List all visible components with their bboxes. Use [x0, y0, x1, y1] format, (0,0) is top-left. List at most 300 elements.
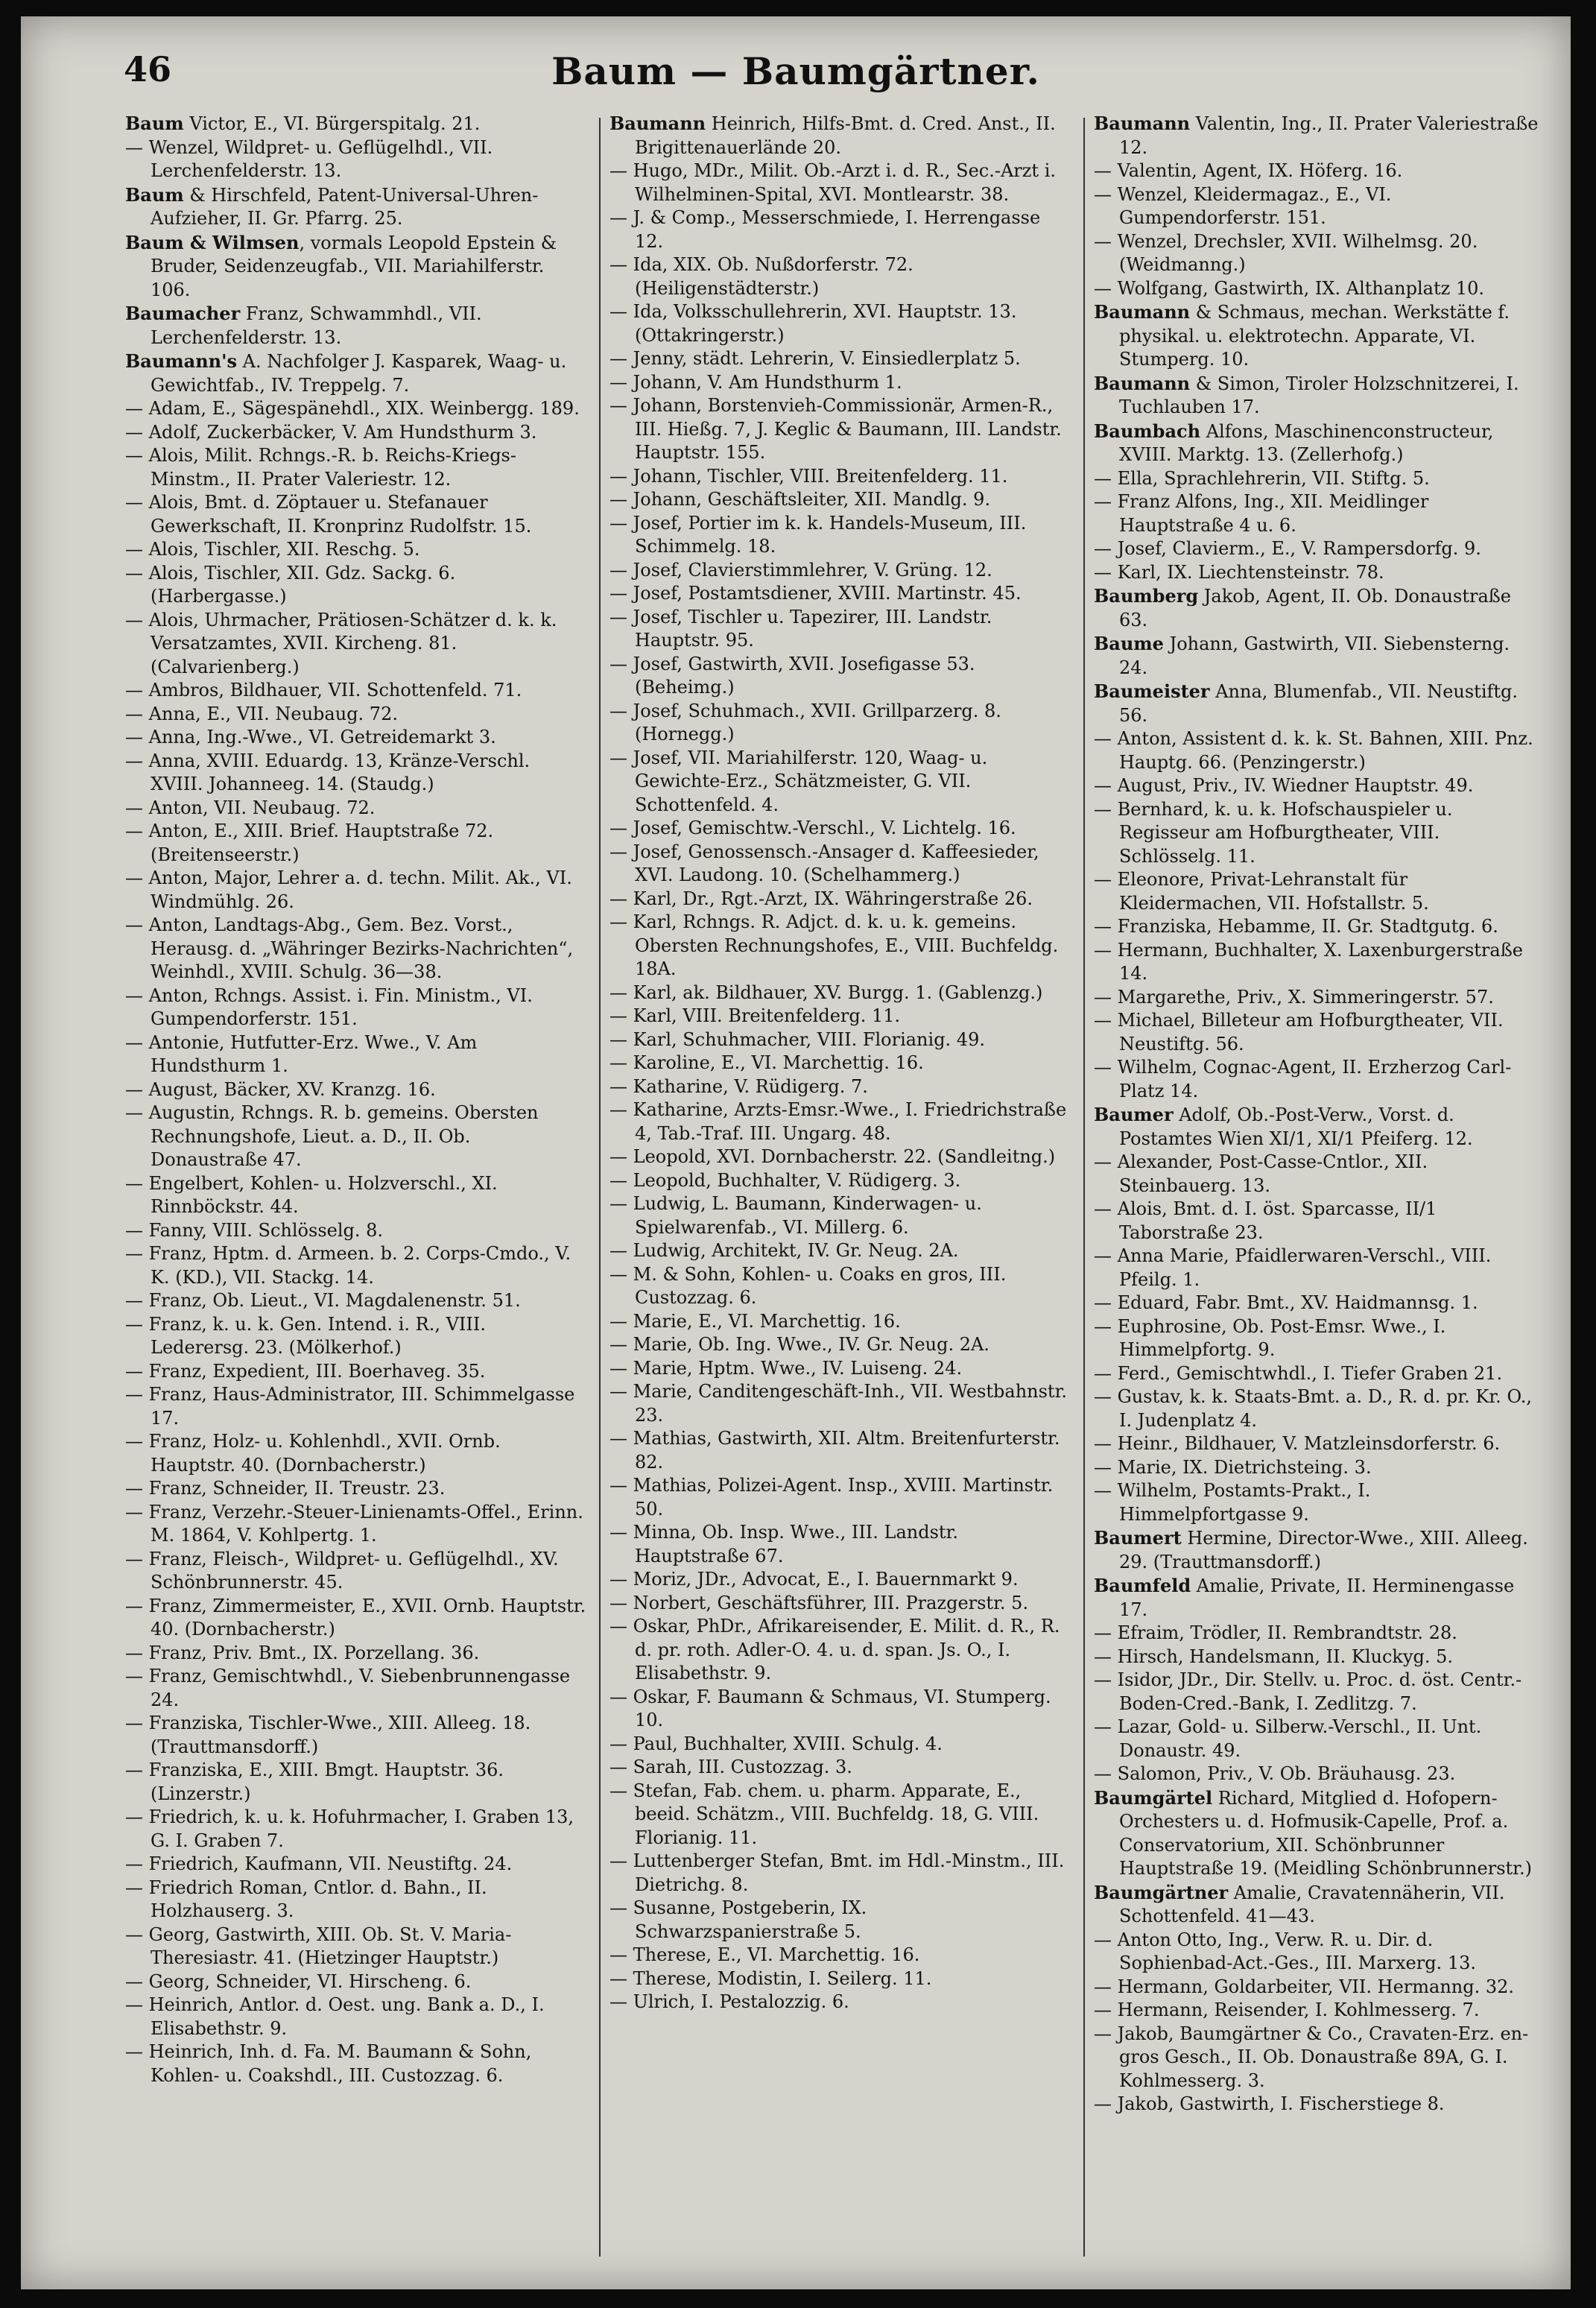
directory-entry — [609, 817, 1071, 841]
directory-entry — [125, 136, 587, 183]
directory-entry — [1094, 2093, 1541, 2116]
entry-text: — Salomon, Priv., V. Ob. Bräuhausg. 23. — [1094, 1763, 1456, 1784]
directory-entry — [1094, 1881, 1541, 1929]
entry-text: — Anton, VII. Neubaug. 72. — [125, 797, 376, 818]
directory-entry — [1094, 1929, 1541, 1976]
entry-text: — Anna, XVIII. Eduardg. 13, Kränze-Verschl. XVIII. Johanneeg. 14. (Staudg.) — [125, 750, 531, 794]
entry-text: Johann, Gastwirth, VII. Siebensterng. 24. — [1119, 633, 1510, 678]
directory-entry — [1094, 1245, 1541, 1291]
directory-entry — [1094, 1103, 1541, 1151]
directory-entry — [125, 538, 587, 562]
entry-text: — Anna Marie, Pfaidlerwaren-Verschl., VIII. Pfeilg. 1. — [1094, 1245, 1492, 1290]
directory-entry — [125, 703, 587, 727]
directory-entry — [1094, 230, 1541, 277]
directory-entry — [1094, 1716, 1541, 1762]
entry-text: — Alois, Bmt. d. I. öst. Sparcasse, II/1 Taborstraße 23. — [1094, 1198, 1437, 1243]
directory-entry — [1094, 774, 1541, 798]
entry-text: — Franz, Hptm. d. Armeen. b. 2. Corps-Cmdo., V. K. (KD.), VII. Stackg. 14. — [125, 1243, 571, 1288]
entry-text: — Anton, Major, Lehrer a. d. techn. Milit. Ak., VI. Windmühlg. 26. — [125, 867, 572, 912]
directory-entry — [125, 1078, 587, 1102]
entry-text: — Fanny, VIII. Schlösselg. 8. — [125, 1219, 384, 1241]
directory-entry — [609, 606, 1071, 653]
directory-entry — [1094, 467, 1541, 491]
directory-entry — [125, 914, 587, 984]
entry-text: — Leopold, Buchhalter, V. Rüdigerg. 3. — [609, 1169, 961, 1191]
directory-entry — [609, 300, 1071, 347]
entry-text: — Margarethe, Priv., X. Simmeringerstr. 57. — [1094, 986, 1494, 1008]
entry-text: Adolf, Ob.-Post-Verw., Vorst. d. Postamtes Wien XI/1, XI/1 Pfeiferg. 12. — [1119, 1104, 1473, 1149]
directory-entry — [125, 1712, 587, 1759]
entry-text: — Augustin, Rchngs. R. b. gemeins. Obersten Rechnungshofe, Lieut. a. D., II. Ob. Donaustraße 47. — [125, 1102, 539, 1170]
directory-entry — [1094, 584, 1541, 632]
entry-text: — Moriz, JDr., Advocat, E., I. Bauernmarkt 9. — [609, 1569, 1019, 1590]
directory-entry — [609, 1075, 1071, 1099]
directory-entry — [609, 253, 1071, 300]
entry-headword: Baum — [125, 113, 184, 134]
directory-entry — [1094, 939, 1541, 986]
directory-entry — [609, 206, 1071, 253]
entry-text: — Hermann, Goldarbeiter, VII. Hermanng. 32. — [1094, 1976, 1515, 1997]
directory-entry — [1094, 1009, 1541, 1056]
directory-entry — [1094, 1645, 1541, 1669]
entry-headword: Baumeister — [1094, 680, 1210, 702]
entry-text: — Anton Otto, Ing., Verw. R. u. Dir. d. Sophienbad-Act.-Ges., III. Marxerg. 13. — [1094, 1929, 1476, 1973]
directory-entry — [125, 491, 587, 538]
entry-text: — Wenzel, Wildpret- u. Geflügelhdl., VII. Lerchenfelderstr. 13. — [125, 136, 493, 181]
entry-text: — Adolf, Zuckerbäcker, V. Am Hundsthurm 3. — [125, 421, 537, 443]
entry-text: — Georg, Gastwirth, XIII. Ob. St. V. Maria-Theresiastr. 41. (Hietzinger Hauptstr.) — [125, 1923, 512, 1968]
entry-text: — August, Bäcker, XV. Kranzg. 16. — [125, 1078, 436, 1100]
directory-entry — [609, 1521, 1071, 1568]
entry-text: — Franz Alfons, Ing., XII. Meidlinger Hauptstraße 4 u. 6. — [1094, 491, 1429, 536]
directory-entry — [609, 653, 1071, 700]
directory-entry — [609, 1357, 1071, 1381]
directory-entry — [609, 1239, 1071, 1263]
entry-text: — Katharine, V. Rüdigerg. 7. — [609, 1075, 868, 1097]
directory-entry — [125, 1031, 587, 1078]
entry-text: Hermine, Director-Wwe., XIII. Alleeg. 29. (Trauttmansdorff.) — [1119, 1528, 1528, 1572]
directory-entry — [1094, 632, 1541, 680]
directory-entry — [1094, 1056, 1541, 1103]
entry-text: — Bernhard, k. u. k. Hofschauspieler u. Regisseur am Hofburgtheater, VIII. Schlösselg. 11. — [1094, 798, 1453, 867]
entry-text: & Schmaus, mechan. Werkstätte f. physikal. u. elektrotechn. Apparate, VI. Stumperg. 10. — [1119, 302, 1510, 370]
entry-text: — Josef, Gemischtw.-Verschl., V. Lichtelg. 16. — [609, 818, 1016, 838]
directory-entry — [1094, 112, 1541, 159]
entry-text: — Marie, Hptm. Wwe., IV. Luiseng. 24. — [609, 1357, 963, 1379]
entry-text: — Wenzel, Drechsler, XVII. Wilhelmsg. 20. (Weidmanng.) — [1094, 230, 1478, 275]
entry-text: Franz, Schwammhdl., VII. Lerchenfelderstr. 13. — [151, 303, 482, 348]
entry-text: — Michael, Billeteur am Hofburgtheater, VII. Neustiftg. 56. — [1094, 1010, 1504, 1055]
directory-entry — [609, 911, 1071, 981]
entry-text: — Johann, Geschäftsleiter, XII. Mandlg. 9. — [609, 489, 991, 510]
entry-text: — Hirsch, Handelsmann, II. Kluckyg. 5. — [1094, 1645, 1454, 1667]
directory-entry — [609, 1850, 1071, 1897]
directory-entry — [609, 512, 1071, 559]
directory-entry — [609, 1756, 1071, 1780]
entry-text: — Johann, Tischler, VIII. Breitenfelderg. 11. — [609, 465, 1008, 487]
entry-text: — Friedrich, k. u. k. Hofuhrmacher, I. Graben 13, G. I. Graben 7. — [125, 1806, 574, 1851]
directory-entry — [125, 1501, 587, 1548]
directory-entry — [125, 1383, 587, 1430]
directory-entry — [1094, 561, 1541, 585]
directory-entry — [125, 112, 587, 136]
directory-entry — [125, 1595, 587, 1642]
entry-text: — Jakob, Baumgärtner & Co., Cravaten-Erz. en-gros Gesch., II. Ob. Donaustraße 89A, G. I. Kohlmesserg. 3. — [1094, 2023, 1529, 2091]
directory-entry — [1094, 1622, 1541, 1645]
page-number: 46 — [124, 49, 172, 89]
entry-text: — Karl, ak. Bildhauer, XV. Burgg. 1. (Gablenzg.) — [609, 981, 1043, 1003]
directory-columns — [125, 112, 1541, 2258]
entry-text: — Franz, Ob. Lieut., VI. Magdalenenstr. 51. — [125, 1290, 521, 1311]
entry-text: — Adam, E., Sägespänehdl., XIX. Weinbergg. 189. — [125, 398, 580, 419]
entry-text: — Anton, Assistent d. k. k. St. Bahnen, XIII. Pnz. Hauptg. 66. (Penzingerstr.) — [1094, 728, 1533, 773]
entry-text: — Karl, Schuhmacher, VIII. Florianig. 49. — [609, 1028, 985, 1050]
entry-headword: Baume — [1094, 633, 1164, 654]
directory-entry — [1094, 680, 1541, 727]
entry-headword: Baumann — [1094, 301, 1191, 323]
directory-page — [21, 16, 1571, 2289]
entry-text: — Friedrich, Kaufmann, VII. Neustiftg. 24. — [125, 1853, 513, 1874]
directory-entry — [1094, 915, 1541, 939]
entry-text: — Leopold, XVI. Dornbacherstr. 22. (Sandleitng.) — [609, 1146, 1056, 1167]
entry-text: — Marie, Ob. Ing. Wwe., IV. Gr. Neug. 2A. — [609, 1334, 989, 1355]
directory-entry — [1094, 727, 1541, 774]
directory-entry — [609, 371, 1071, 395]
entry-text: — Marie, E., VI. Marchettig. 16. — [609, 1310, 901, 1332]
entry-text: — Franz, Gemischtwhdl., V. Siebenbrunnengasse 24. — [125, 1666, 571, 1710]
entry-text: — Franz, Zimmermeister, E., XVII. Ornb. Hauptstr. 40. (Dornbacherstr.) — [125, 1595, 586, 1640]
directory-entry — [125, 679, 587, 703]
entry-text: — Therese, E., VI. Marchettig. 16. — [609, 1944, 920, 1965]
entry-text: — August, Priv., IV. Wiedner Hauptstr. 49. — [1094, 775, 1474, 796]
directory-entry — [125, 1101, 587, 1172]
entry-text: — Franz, Holz- u. Kohlenhdl., XVII. Ornb. Hauptstr. 40. (Dornbacherstr.) — [125, 1431, 501, 1476]
directory-entry — [1094, 1999, 1541, 2023]
entry-text: — Ferd., Gemischtwhdl., I. Tiefer Graben 21. — [1094, 1362, 1503, 1384]
directory-entry — [609, 700, 1071, 747]
directory-entry — [1094, 1385, 1541, 1432]
directory-entry — [125, 797, 587, 821]
entry-text: — Karl, VIII. Breitenfelderg. 11. — [609, 1005, 901, 1026]
entry-text: — Mathias, Gastwirth, XII. Altm. Breitenfurterstr. 82. — [609, 1428, 1060, 1473]
entry-text: — Wolfgang, Gastwirth, IX. Althanplatz 10. — [1094, 277, 1485, 299]
entry-text: — Hugo, MDr., Milit. Ob.-Arzt i. d. R., Sec.-Arzt i. Wilhelminen-Spital, XVI. Montlearstr. 38. — [609, 160, 1056, 205]
entry-text: — Alois, Milit. Rchngs.-R. b. Reichs-Kriegs-Minstm., II. Prater Valeriestr. 12. — [125, 445, 516, 490]
directory-entry — [125, 1313, 587, 1360]
entry-text: — Karl, Rchngs. R. Adjct. d. k. u. k. gemeins. Obersten Rechnungshofes, E., VIII. Buchfeldg. 18A. — [609, 911, 1059, 979]
directory-entry — [1094, 1762, 1541, 1786]
entry-text: — Isidor, JDr., Dir. Stellv. u. Proc. d. öst. Centr.-Boden-Cred.-Bank, I. Zedlitzg. 7. — [1094, 1669, 1522, 1714]
directory-entry — [125, 1360, 587, 1384]
entry-text: — M. & Sohn, Kohlen- u. Coaks en gros, III. Custozzag. 6. — [609, 1263, 1007, 1308]
directory-entry — [609, 1098, 1071, 1145]
entry-text: — Anna, Ing.-Wwe., VI. Getreidemarkt 3. — [125, 727, 496, 747]
entry-text: — Josef, Clavierm., E., V. Rampersdorfg. 9. — [1094, 538, 1481, 559]
entry-text: — Alois, Tischler, XII. Gdz. Sackg. 6. (Harbergasse.) — [125, 562, 456, 607]
directory-entry — [1094, 420, 1541, 467]
directory-entry — [1094, 490, 1541, 537]
page-header — [21, 16, 1571, 98]
directory-entry — [125, 984, 587, 1031]
directory-entry — [125, 1477, 587, 1501]
entry-text: — J. & Comp., Messerschmiede, I. Herrengasse 12. — [609, 207, 1041, 252]
entry-text: — Franz, Verzehr.-Steuer-Linienamts-Offel., Erinn. M. 1864, V. Kohlpertg. 1. — [125, 1501, 583, 1546]
running-head: Baum — Baumgärtner. — [551, 49, 1040, 93]
directory-entry — [1094, 1526, 1541, 1574]
directory-entry — [125, 726, 587, 750]
entry-text: — Karl, Dr., Rgt.-Arzt, IX. Währingerstraße 26. — [609, 888, 1033, 909]
entry-headword: Baumann's — [125, 350, 237, 372]
entry-text: A. Nachfolger J. Kasparek, Waag- u. Gewichtfab., IV. Treppelg. 7. — [151, 351, 567, 396]
directory-entry — [609, 559, 1071, 583]
entry-text: — Josef, Clavierstimmlehrer, V. Grüng. 12. — [609, 559, 992, 581]
entry-headword: Baumer — [1094, 1104, 1174, 1125]
entry-headword: Baumann — [1094, 372, 1191, 394]
directory-column-2 — [609, 112, 1071, 2258]
entry-text: — Anton, Landtags-Abg., Gem. Bez. Vorst., Herausg. d. „Währinger Bezirks-Nachrichten“, Weinhdl., XVIII. Schulg. 36—38. — [125, 914, 574, 982]
directory-entry — [609, 1052, 1071, 1075]
entry-text: — Josef, Genossensch.-Ansager d. Kaffeesieder, XVI. Laudong. 10. (Schelhammerg.) — [609, 841, 1039, 885]
entry-text: — Therese, Modistin, I. Seilerg. 11. — [609, 1967, 932, 1989]
directory-entry — [609, 112, 1071, 159]
entry-text: — Oskar, F. Baumann & Schmaus, VI. Stumperg. 10. — [609, 1686, 1051, 1730]
directory-entry — [609, 1780, 1071, 1850]
directory-entry — [609, 981, 1071, 1005]
entry-text: — Euphrosine, Ob. Post-Emsr. Wwe., I. Himmelpfortg. 9. — [1094, 1315, 1446, 1360]
directory-entry — [125, 1759, 587, 1806]
directory-entry — [609, 1263, 1071, 1310]
entry-text: — Ludwig, L. Baumann, Kinderwagen- u. Spielwarenfab., VI. Millerg. 6. — [609, 1193, 982, 1238]
entry-text: Heinrich, Hilfs-Bmt. d. Cred. Anst., II. Brigittenauerlände 20. — [635, 113, 1056, 158]
entry-text: Anna, Blumenfab., VII. Neustiftg. 56. — [1119, 681, 1519, 726]
entry-text: — Oskar, PhDr., Afrikareisender, E. Milit. d. R., R. d. pr. roth. Adler-O. 4. u. d. span. Js. O., I. Elisabethstr. 9. — [609, 1616, 1060, 1683]
entry-headword: Baumert — [1094, 1527, 1182, 1549]
entry-headword: Baumgärtel — [1094, 1786, 1213, 1809]
entry-text: Amalie, Cravatennäherin, VII. Schottenfeld. 41—43. — [1119, 1882, 1505, 1926]
entry-text: Valentin, Ing., II. Prater Valeriestraße 12. — [1119, 113, 1539, 158]
directory-entry — [1094, 372, 1541, 420]
directory-entry — [609, 1005, 1071, 1028]
directory-entry — [609, 1615, 1071, 1686]
entry-text: Jakob, Agent, II. Ob. Donaustraße 63. — [1119, 586, 1511, 630]
entry-headword: Baum & Wilmsen — [125, 231, 300, 253]
directory-entry — [125, 1289, 587, 1313]
entry-text: — Josef, VII. Mariahilferstr. 120, Waag- u. Gewichte-Erz., Schätzmeister, G. VII. Schottenfeld. 4. — [609, 747, 988, 815]
entry-text: — Franz, Fleisch-, Wildpret- u. Geflügelhdl., XV. Schönbrunnerstr. 45. — [125, 1548, 559, 1593]
directory-entry — [125, 1806, 587, 1853]
entry-text: Alfons, Maschinenconstructeur, XVIII. Marktg. 13. (Zellerhofg.) — [1119, 420, 1494, 465]
entry-headword: Baumfeld — [1094, 1575, 1191, 1596]
entry-headword: Baumberg — [1094, 585, 1199, 607]
directory-entry — [609, 1380, 1071, 1427]
entry-text: — Josef, Schuhmach., XVII. Grillparzerg. 8. (Hornegg.) — [609, 700, 1001, 744]
entry-text: — Josef, Gastwirth, XVII. Josefigasse 53. (Beheimg.) — [609, 653, 975, 698]
entry-text: — Luttenberger Stefan, Bmt. im Hdl.-Minstm., III. Dietrichg. 8. — [609, 1850, 1065, 1895]
entry-headword: Baumann — [609, 113, 706, 134]
directory-entry — [125, 1548, 587, 1595]
directory-entry — [125, 1642, 587, 1666]
entry-text: — Katharine, Arzts-Emsr.-Wwe., I. Friedrichstraße 4, Tab.-Traf. III. Ungarg. 48. — [609, 1099, 1067, 1144]
entry-text: — Ludwig, Architekt, IV. Gr. Neug. 2A. — [609, 1240, 959, 1261]
directory-entry — [125, 1994, 587, 2040]
entry-text: — Norbert, Geschäftsführer, III. Prazgerstr. 5. — [609, 1592, 1029, 1613]
entry-text: — Minna, Ob. Insp. Wwe., III. Landstr. Hauptstraße 67. — [609, 1522, 959, 1566]
column-divider — [599, 118, 601, 2257]
entry-text: — Karl, IX. Liechtensteinstr. 78. — [1094, 561, 1384, 583]
entry-text: — Alois, Uhrmacher, Prätiosen-Schätzer d. k. k. Versatzamtes, XVII. Kircheng. 81. (Calvarienberg.) — [125, 609, 557, 677]
entry-text: — Alois, Bmt. d. Zöptauer u. Stefanauer Gewerkschaft, II. Kronprinz Rudolfstr. 15. — [125, 492, 532, 537]
entry-text: & Hirschfeld, Patent-Universal-Uhren-Aufzieher, II. Gr. Pfarrg. 25. — [151, 184, 539, 229]
directory-entry — [609, 1686, 1071, 1733]
entry-headword: Baumacher — [125, 303, 241, 324]
entry-text: — Eleonore, Privat-Lehranstalt für Kleidermachen, VII. Hofstallstr. 5. — [1094, 869, 1429, 914]
entry-text: — Alois, Tischler, XII. Reschg. 5. — [125, 539, 420, 560]
directory-entry — [125, 1853, 587, 1877]
entry-text: — Sarah, III. Custozzag. 3. — [609, 1757, 852, 1777]
directory-entry — [609, 159, 1071, 206]
directory-entry — [125, 1970, 587, 1994]
directory-entry — [1094, 537, 1541, 561]
directory-entry — [125, 444, 587, 491]
entry-text: — Alexander, Post-Casse-Cntlor., XII. Steinbauerg. 13. — [1094, 1151, 1428, 1196]
directory-entry — [125, 1219, 587, 1243]
entry-text: — Gustav, k. k. Staats-Bmt. a. D., R. d. pr. Kr. O., I. Judenplatz 4. — [1094, 1386, 1532, 1431]
directory-entry — [125, 183, 587, 231]
directory-entry — [609, 394, 1071, 465]
directory-entry — [609, 1568, 1071, 1592]
directory-entry — [1094, 1432, 1541, 1456]
directory-entry — [125, 562, 587, 609]
directory-entry — [609, 747, 1071, 818]
entry-text: — Wilhelm, Postamts-Prakt., I. Himmelpfortgasse 9. — [1094, 1480, 1371, 1525]
directory-entry — [125, 350, 587, 397]
entry-text: — Anton, Rchngs. Assist. i. Fin. Ministm., VI. Gumpendorferstr. 151. — [125, 984, 533, 1029]
entry-text: — Ida, XIX. Ob. Nußdorferstr. 72. (Heiligenstädterstr.) — [609, 254, 913, 299]
entry-text: — Eduard, Fabr. Bmt., XV. Haidmannsg. 1. — [1094, 1292, 1478, 1313]
directory-entry — [609, 1592, 1071, 1616]
directory-entry — [609, 1967, 1071, 1991]
directory-entry — [609, 1169, 1071, 1193]
directory-entry — [609, 841, 1071, 888]
directory-entry — [609, 1733, 1071, 1757]
directory-entry — [609, 1944, 1071, 1967]
entry-text: — Ambros, Bildhauer, VII. Schottenfeld. 71. — [125, 680, 522, 701]
entry-text: — Johann, V. Am Hundsthurm 1. — [609, 371, 902, 393]
directory-entry — [125, 609, 587, 680]
entry-text: — Wilhelm, Cognac-Agent, II. Erzherzog Carl-Platz 14. — [1094, 1057, 1512, 1101]
entry-text: — Hermann, Buchhalter, X. Laxenburgerstraße 14. — [1094, 939, 1523, 984]
entry-text: — Franz, k. u. k. Gen. Intend. i. R., VIII. Lederersg. 23. (Mölkerhof.) — [125, 1313, 486, 1358]
entry-headword: Baumgärtner — [1094, 1881, 1229, 1903]
entry-text: — Johann, Borstenvieh-Commissionär, Armen-R., III. Hießg. 7, J. Keglic & Baumann, III. Landstr. Hauptstr. 155. — [609, 395, 1062, 463]
entry-text: — Hermann, Reisender, I. Kohlmesserg. 7. — [1094, 1999, 1480, 2020]
directory-entry — [609, 347, 1071, 371]
entry-text: — Wenzel, Kleidermagaz., E., VI. Gumpendorferstr. 151. — [1094, 183, 1392, 228]
entry-text: — Ulrich, I. Pestalozzig. 6. — [609, 1991, 849, 2012]
directory-entry — [1094, 2023, 1541, 2093]
entry-text: — Friedrich Roman, Cntlor. d. Bahn., II. Holzhauserg. 3. — [125, 1877, 487, 1921]
directory-entry — [1094, 868, 1541, 915]
directory-entry — [125, 231, 587, 303]
directory-entry — [609, 1897, 1071, 1944]
directory-entry — [125, 1877, 587, 1923]
entry-text: — Paul, Buchhalter, XVIII. Schulg. 4. — [609, 1733, 943, 1754]
entry-text: — Valentin, Agent, IX. Höferg. 16. — [1094, 160, 1403, 181]
entry-text: — Karoline, E., VI. Marchettig. 16. — [609, 1052, 924, 1073]
entry-text: — Efraim, Trödler, II. Rembrandtstr. 28. — [1094, 1622, 1457, 1643]
directory-entry — [1094, 1786, 1541, 1881]
directory-entry — [125, 397, 587, 421]
entry-text: — Anton, E., XIII. Brief. Hauptstraße 72. (Breitenseerstr.) — [125, 821, 494, 865]
directory-entry — [609, 1310, 1071, 1334]
entry-text: — Susanne, Postgeberin, IX. Schwarzspanierstraße 5. — [609, 1897, 867, 1942]
entry-text: — Franz, Haus-Administrator, III. Schimmelgasse 17. — [125, 1384, 575, 1429]
entry-text: — Ella, Sprachlehrerin, VII. Stiftg. 5. — [1094, 467, 1430, 489]
directory-entry — [1094, 1574, 1541, 1622]
column-divider — [1083, 118, 1085, 2257]
entry-text: — Jakob, Gastwirth, I. Fischerstiege 8. — [1094, 2093, 1445, 2114]
entry-text: — Antonie, Hutfutter-Erz. Wwe., V. Am Hundsthurm 1. — [125, 1031, 478, 1076]
directory-entry — [125, 1172, 587, 1219]
directory-entry — [1094, 183, 1541, 230]
directory-entry — [125, 302, 587, 350]
entry-text: & Simon, Tiroler Holzschnitzerei, I. Tuchlauben 17. — [1119, 373, 1519, 417]
entry-text: — Franziska, Hebamme, II. Gr. Stadtgutg. 6. — [1094, 916, 1498, 937]
entry-text: — Franz, Priv. Bmt., IX. Porzellang. 36. — [125, 1642, 480, 1663]
directory-entry — [609, 465, 1071, 489]
directory-entry — [609, 1145, 1071, 1169]
entry-text: — Ida, Volksschullehrerin, XVI. Hauptstr. 13. (Ottakringerstr.) — [609, 301, 1017, 346]
directory-entry — [1094, 1362, 1541, 1386]
directory-entry — [125, 1665, 587, 1712]
entry-text: — Heinrich, Inh. d. Fa. M. Baumann & Sohn, Kohlen- u. Coakshdl., III. Custozzag. 6. — [125, 2041, 532, 2086]
entry-text: Richard, Mitglied d. Hofopern-Orchesters u. d. Hofmusik-Capelle, Prof. a. Conservatorium, XII. Schönbrunner Hauptstraße 19. (Meidling Schönbrunnerstr.) — [1119, 1787, 1533, 1879]
directory-entry — [125, 750, 587, 797]
directory-entry — [609, 488, 1071, 512]
entry-text: — Jenny, städt. Lehrerin, V. Einsiedlerplatz 5. — [609, 348, 1021, 369]
directory-entry — [125, 867, 587, 914]
directory-entry — [609, 1991, 1071, 2014]
directory-entry — [1094, 1456, 1541, 1480]
entry-text: — Mathias, Polizei-Agent. Insp., XVIII. Martinstr. 50. — [609, 1475, 1054, 1520]
entry-text: — Josef, Portier im k. k. Handels-Museum, III. Schimmelg. 18. — [609, 512, 1027, 557]
directory-entry — [1094, 1151, 1541, 1198]
directory-entry — [609, 582, 1071, 606]
directory-entry — [1094, 277, 1541, 301]
entry-text: — Lazar, Gold- u. Silberw.-Verschl., II. Unt. Donaustr. 49. — [1094, 1716, 1482, 1761]
directory-entry — [1094, 798, 1541, 869]
entry-text: — Engelbert, Kohlen- u. Holzverschl., XI. Rinnböckstr. 44. — [125, 1172, 498, 1217]
entry-text: — Marie, Canditengeschäft-Inh., VII. Westbahnstr. 23. — [609, 1381, 1068, 1426]
entry-headword: Baumbach — [1094, 420, 1201, 442]
entry-text: — Georg, Schneider, VI. Hirscheng. 6. — [125, 1970, 472, 1992]
directory-column-1 — [125, 112, 587, 2258]
directory-entry — [1094, 159, 1541, 183]
directory-entry — [609, 888, 1071, 911]
directory-entry — [125, 1430, 587, 1477]
directory-entry — [125, 820, 587, 867]
directory-entry — [125, 2040, 587, 2087]
entry-text: — Stefan, Fab. chem. u. pharm. Apparate, E., beeid. Schätzm., VIII. Buchfeldg. 18, G. VIII. Florianig. 11. — [609, 1780, 1039, 1848]
directory-entry — [1094, 1669, 1541, 1716]
directory-entry — [1094, 986, 1541, 1010]
entry-text: — Josef, Postamtsdiener, XVIII. Martinstr. 45. — [609, 583, 1022, 604]
directory-entry — [1094, 1198, 1541, 1245]
entry-text: — Heinrich, Antlor. d. Oest. ung. Bank a. D., I. Elisabethstr. 9. — [125, 1994, 545, 2039]
directory-entry — [609, 1427, 1071, 1474]
directory-entry — [1094, 1315, 1541, 1362]
directory-entry — [609, 1028, 1071, 1052]
